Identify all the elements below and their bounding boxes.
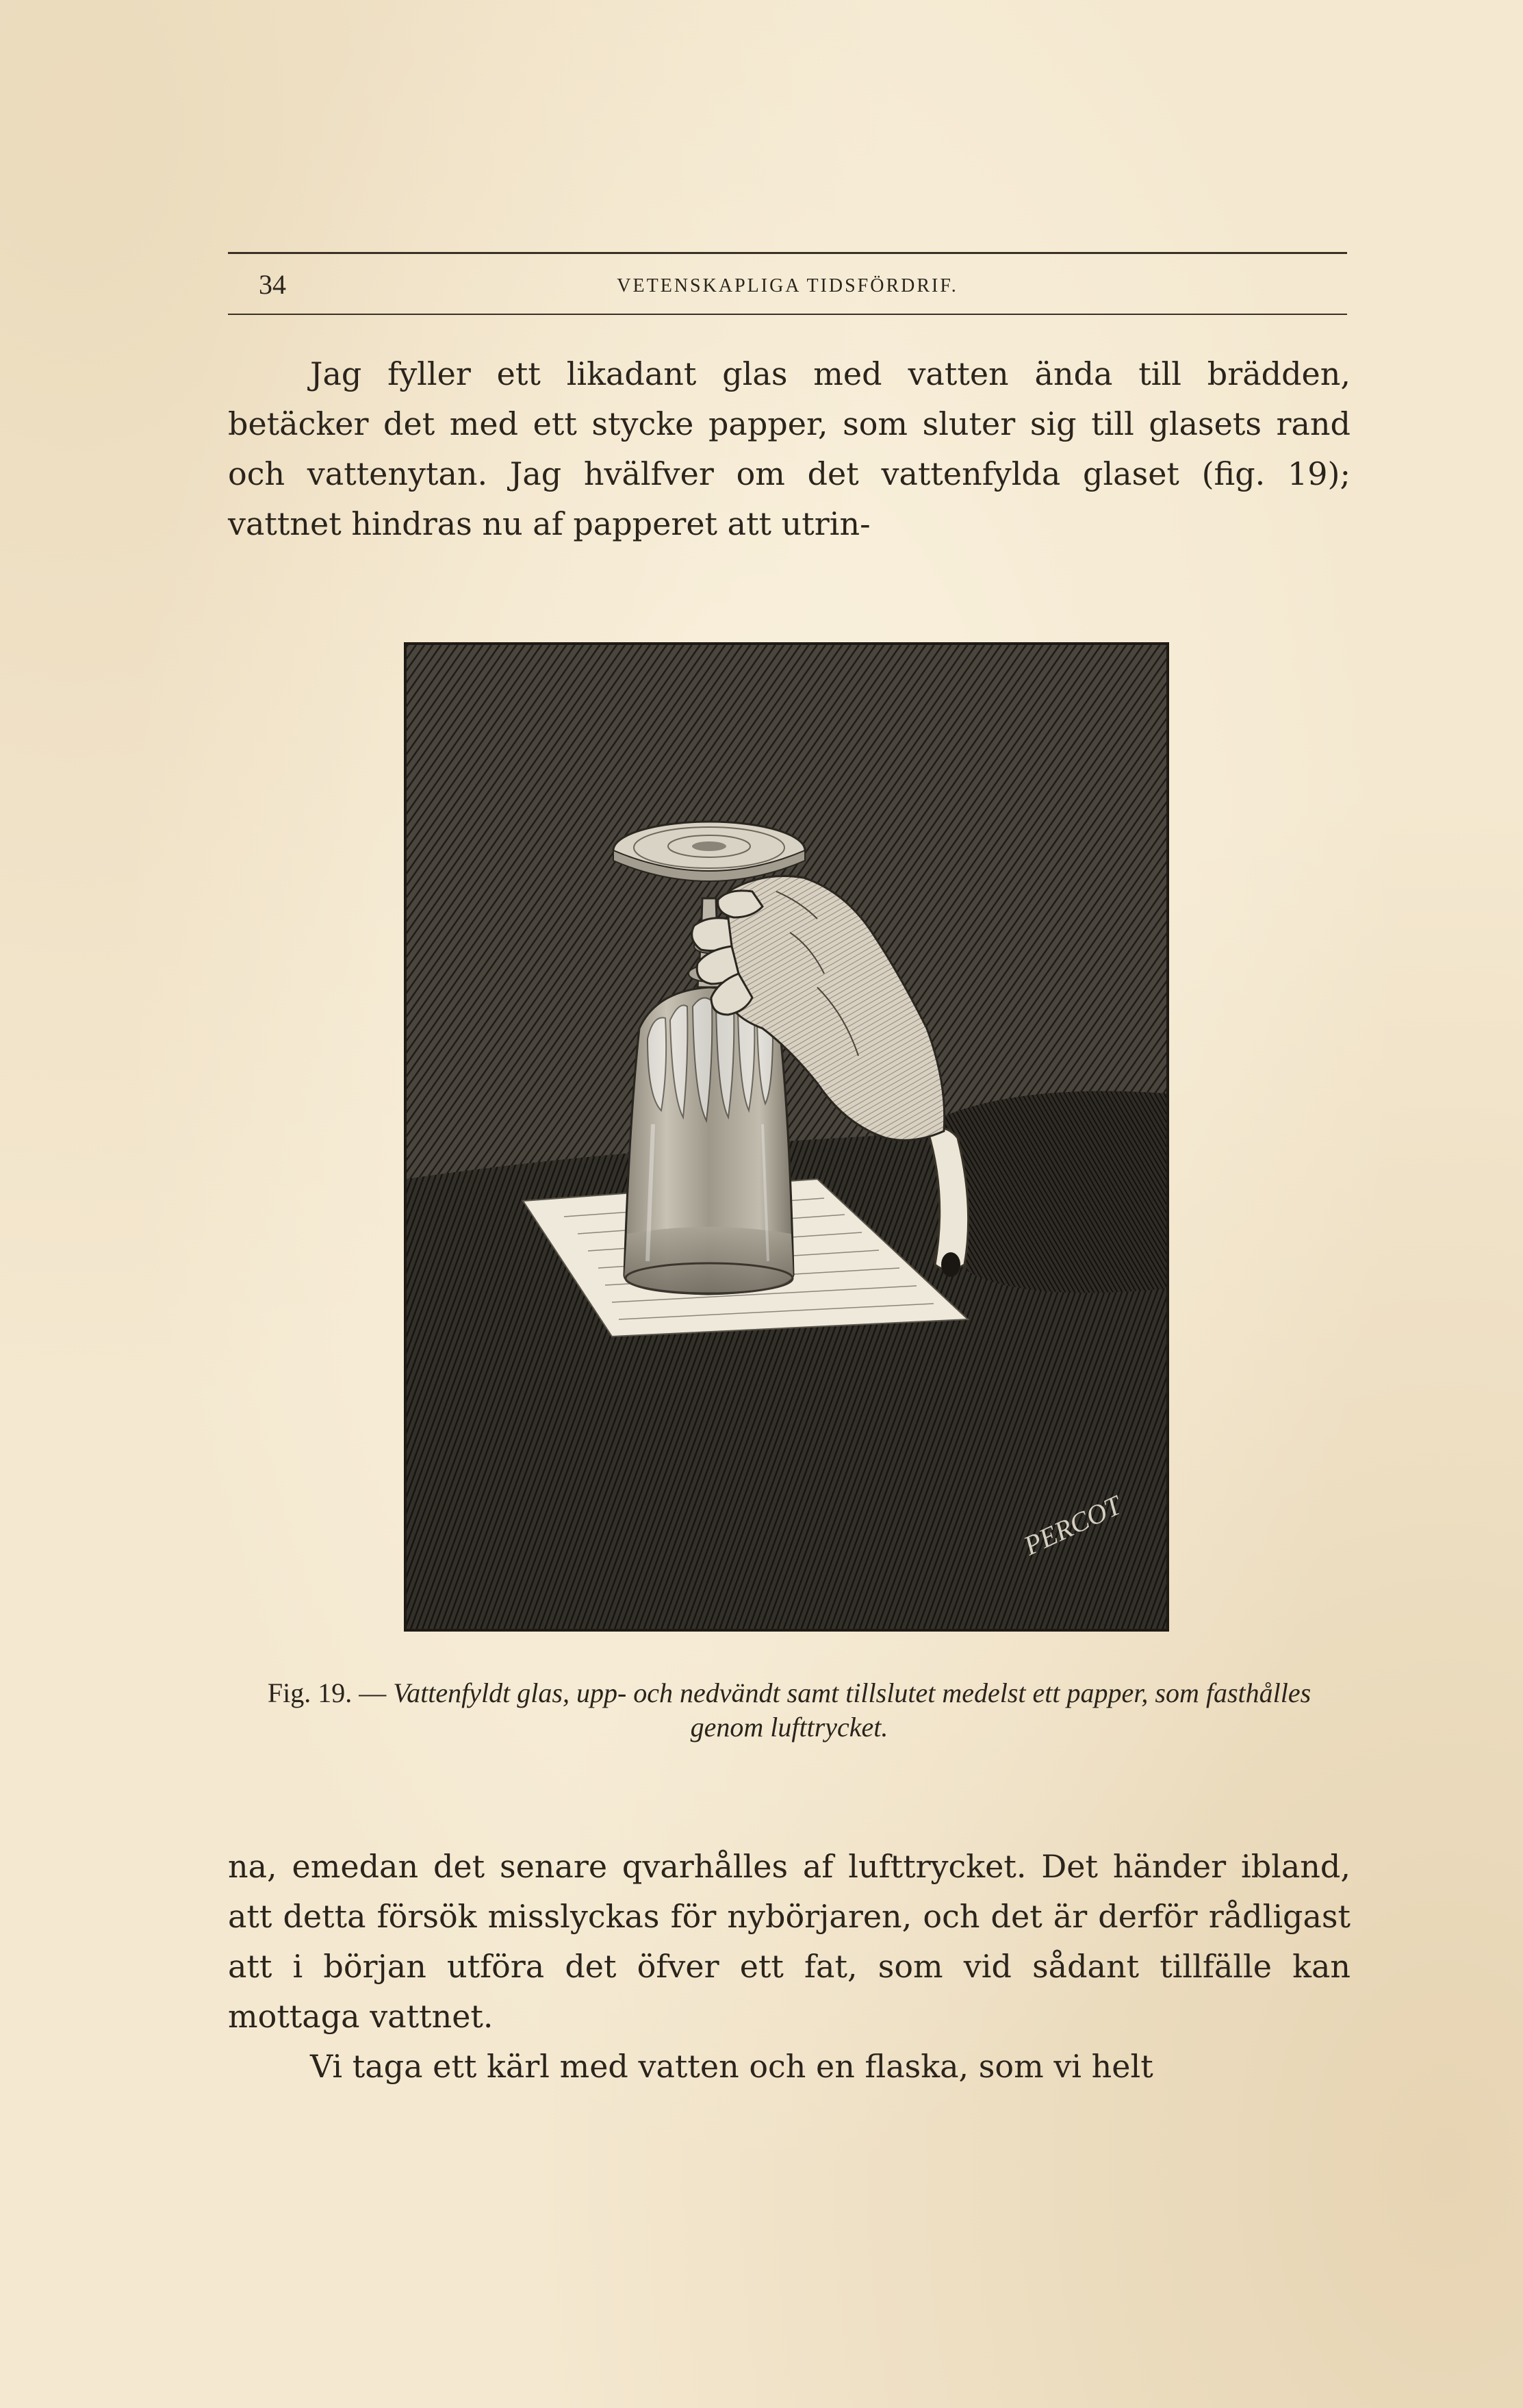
body-text-top xyxy=(228,349,1351,549)
caption-text: Vattenfyldt glas, upp- och nedvändt samt tillslutet medelst ett papper, som fasthålles genom lufttrycket. xyxy=(393,1677,1311,1742)
engraving-inverted-glass xyxy=(407,645,1166,1629)
figure-illustration xyxy=(404,642,1169,1632)
running-title: VETENSKAPLIGA TIDSFÖRDRIF. xyxy=(617,275,958,296)
paragraph-top: Jag fyller ett likadant glas med vatten ända till brädden, betäcker det med ett stycke papper, som sluter sig till glasets rand och vattenytan. Jag hvälfver om det vattenfylda glaset (fig. 19); vattnet hindras nu af papperet att utrin- xyxy=(228,355,1351,542)
caption-label: Fig. 19. — xyxy=(267,1677,387,1708)
paragraph-bottom-2: Vi taga ett kärl med vatten och en flaska, som vi helt xyxy=(310,2048,1153,2085)
page-number: 34 xyxy=(259,269,286,300)
figure-caption xyxy=(228,1676,1351,1745)
paragraph-bottom-1: na, emedan det senare qvarhålles af lufttrycket. Det händer ibland, att detta försök misslyckas för nybörjaren, och det är derför rådligast att i början utföra det öfver ett fat, som vid sådant tillfälle kan mottaga vattnet. xyxy=(228,1848,1351,2035)
engraver-signature: PERCOT xyxy=(1019,1489,1126,1562)
header-rule-bottom xyxy=(228,314,1347,315)
body-text-bottom xyxy=(228,1842,1351,2092)
header-rule-top xyxy=(228,252,1347,254)
